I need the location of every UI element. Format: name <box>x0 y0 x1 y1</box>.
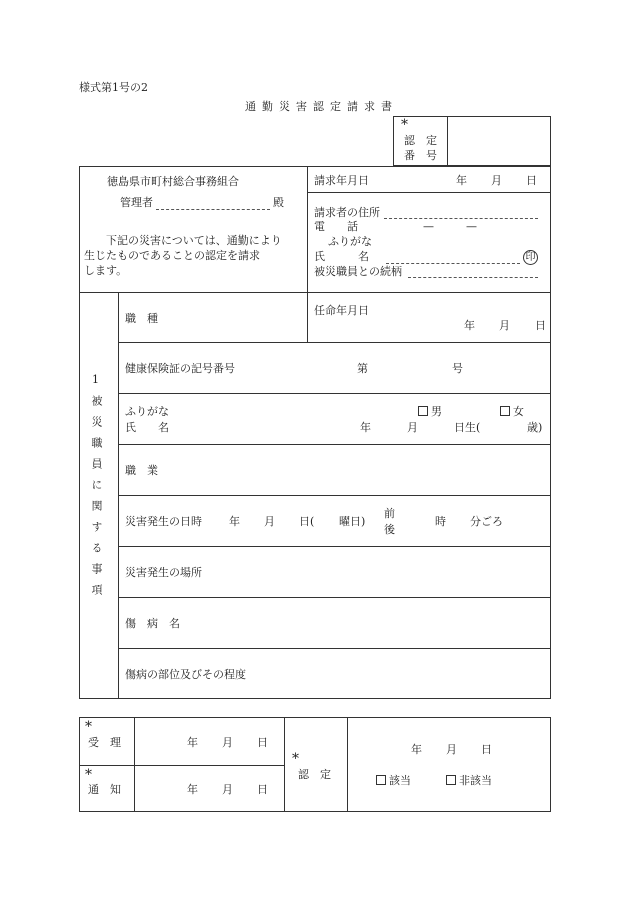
certify-day: 日 <box>481 743 492 756</box>
claim-month: 月 <box>491 174 502 187</box>
birth-month: 月 <box>407 421 418 434</box>
disaster-month: 月 <box>264 515 275 528</box>
not-applicable-checkbox[interactable] <box>446 775 456 785</box>
certify-label: 認 定 <box>298 768 331 781</box>
certify-year: 年 <box>411 743 422 756</box>
disaster-hour: 時 <box>435 515 446 528</box>
not-applicable-option[interactable]: 非該当 <box>446 775 492 786</box>
appoint-month: 月 <box>499 319 510 332</box>
appoint-year: 年 <box>464 319 475 332</box>
appoint-day: 日 <box>535 319 546 332</box>
furigana-label: ふりがな <box>125 405 169 418</box>
insurance-label: 健康保険証の記号番号 <box>125 362 235 375</box>
insurance-go: 号 <box>452 362 463 375</box>
phone-label: 電 話 <box>314 220 358 233</box>
form-title: 通勤災害認定請求書 <box>245 100 398 113</box>
pm-label: 後 <box>384 523 395 536</box>
birth-suffix: 日生( <box>454 421 481 434</box>
injury-label: 傷 病 名 <box>125 617 180 630</box>
receipt-day: 日 <box>257 736 268 749</box>
notice-day: 日 <box>257 783 268 796</box>
disaster-weekday: 曜日) <box>339 515 366 528</box>
occupation-label: 職 業 <box>125 464 158 477</box>
male-option[interactable]: 男 <box>418 406 442 417</box>
relation-label: 被災職員との続柄 <box>314 265 402 278</box>
male-checkbox[interactable] <box>418 406 428 416</box>
cert-star: * <box>401 117 408 133</box>
phone-sep-2: — <box>466 220 477 233</box>
disaster-datetime-label: 災害発生の日時 <box>125 515 202 528</box>
female-checkbox[interactable] <box>500 406 510 416</box>
appoint-date-label: 任命年月日 <box>314 304 369 317</box>
certify-star: * <box>292 751 299 767</box>
certify-month: 月 <box>446 743 457 756</box>
applicable-checkbox[interactable] <box>376 775 386 785</box>
address-label: 請求者の住所 <box>314 206 380 219</box>
injury-part-label: 傷病の部位及びその程度 <box>125 668 246 681</box>
birth-year: 年 <box>360 421 371 434</box>
receipt-month: 月 <box>222 736 233 749</box>
statement-line-3: します。 <box>84 264 128 277</box>
section-number: 1 <box>92 373 99 386</box>
applicable-option[interactable]: 該当 <box>376 775 411 786</box>
age-label: 歳) <box>527 421 543 434</box>
place-label: 災害発生の場所 <box>125 566 202 579</box>
notice-year: 年 <box>187 783 198 796</box>
claim-day: 日 <box>526 174 537 187</box>
claim-year: 年 <box>456 174 467 187</box>
section-label: 被災職員に関する事項 <box>90 395 103 605</box>
name-label: 氏 名 <box>125 421 169 434</box>
receipt-label: 受 理 <box>88 736 121 749</box>
disaster-year: 年 <box>229 515 240 528</box>
honorific: 殿 <box>273 196 284 209</box>
cert-label-1: 認 定 <box>404 134 437 147</box>
claimant-name-label: 氏 名 <box>314 250 369 263</box>
notice-star: * <box>85 767 92 783</box>
notice-month: 月 <box>222 783 233 796</box>
insurance-dai: 第 <box>357 362 368 375</box>
receipt-year: 年 <box>187 736 198 749</box>
phone-sep-1: — <box>423 220 434 233</box>
notice-label: 通 知 <box>88 783 121 796</box>
female-option[interactable]: 女 <box>500 406 524 417</box>
job-type-label: 職 種 <box>125 312 158 325</box>
cert-label-2: 番 号 <box>404 149 437 162</box>
am-label: 前 <box>384 507 395 520</box>
disaster-minute: 分ごろ <box>470 515 503 528</box>
seal-mark: 印 <box>523 250 538 265</box>
disaster-day: 日( <box>299 515 315 528</box>
form-number: 様式第1号の2 <box>79 81 148 94</box>
name-furigana-label: ふりがな <box>328 235 372 248</box>
receipt-star: * <box>85 719 92 735</box>
addressee-org: 徳島県市町村総合事務組合 <box>107 175 239 188</box>
manager-label: 管理者 <box>120 196 153 209</box>
statement-line-2: 生じたものであることの認定を請求 <box>84 249 260 262</box>
statement-line-1: 下記の災害については、通勤により <box>106 234 282 247</box>
claim-date-label: 請求年月日 <box>314 174 369 187</box>
